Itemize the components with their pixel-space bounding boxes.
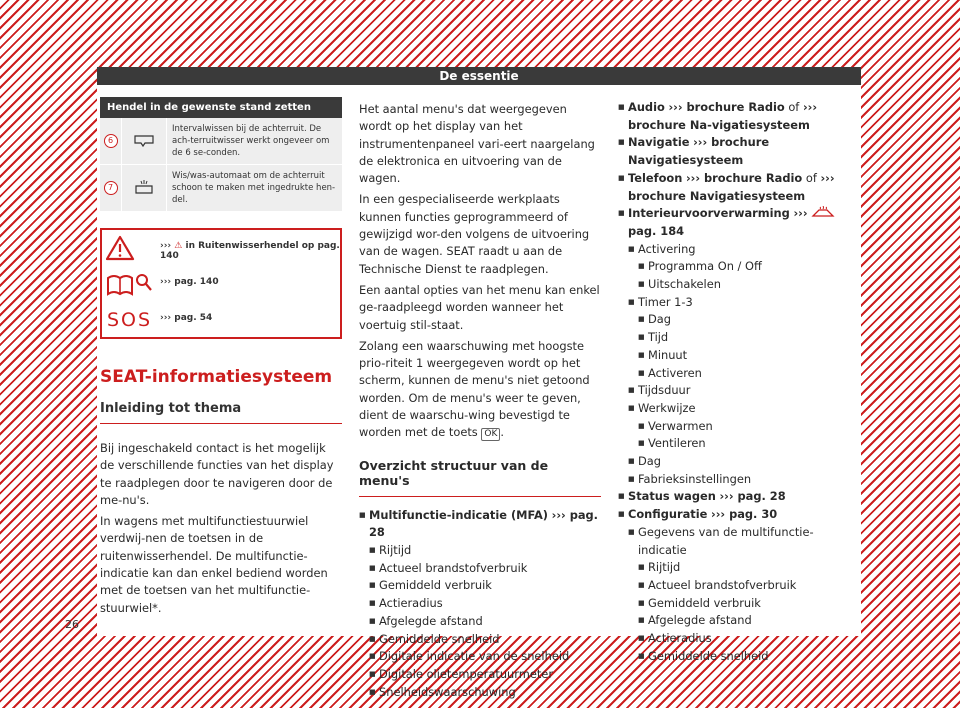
list-item: ■ Ventileren: [638, 435, 858, 453]
list-item: ■ Multifunctie-indicatie (MFA) ››› pag. 28: [359, 507, 601, 542]
list-item: ■ Activering: [628, 241, 858, 259]
rear-wiper-interval-icon: [133, 133, 155, 149]
manual-book-icon: [106, 270, 156, 298]
interior-ref-link[interactable]: pag. 184: [628, 223, 685, 238]
list-item: ■ Gemiddelde snelheid: [369, 631, 601, 649]
left-column: [100, 97, 342, 617]
list-item: ■ Rijtijd: [369, 542, 601, 560]
warning-box: [100, 228, 342, 339]
middle-column: [359, 101, 601, 701]
list-item: ■ Timer 1-3: [628, 294, 858, 312]
paragraph: Zolang een waarschuwing met hoogste prio-riteit 1 weergegeven wordt op het scherm, kunnen de menu's niet getoond worden. Om de menu's weer te geven, dient de waarschu-wing bevestigd te worden met de toets OK .: [359, 338, 590, 440]
status-ref-link[interactable]: ››› pag. 28: [719, 489, 786, 504]
list-item: ■ Afgelegde afstand: [369, 613, 601, 631]
list-item: ■ Dag: [638, 311, 858, 329]
tel-nav-ref-link[interactable]: ››› brochure Navigatiesysteem: [628, 170, 835, 203]
list-item: ■ Afgelegde afstand: [638, 612, 858, 630]
list-item: ■ Dag: [628, 453, 858, 471]
list-item: ■ Actueel brandstofverbruik: [369, 560, 601, 578]
ref-arrows: ›››: [160, 277, 172, 287]
list-item: ■ Tijdsduur: [628, 382, 858, 400]
list-item: ■ Gemiddeld verbruik: [638, 595, 858, 613]
list-item: ■ Audio ››› brochure Radio of ››› brochure Na-vigatiesysteem: [618, 99, 858, 134]
table-cell-text: Intervalwissen bij de achterruit. De ach-terruitwisser werkt ongeveer om de 6 se-conden.: [172, 124, 330, 158]
section-subtitle: Inleiding tot thema: [100, 401, 342, 424]
list-item: ■ Programma On / Off: [638, 258, 858, 276]
config-ref-link[interactable]: ››› pag. 30: [711, 507, 778, 522]
list-item: ■ Interieurvoorverwarming ››› pag. 184: [618, 205, 858, 240]
list-item: ■ Digitale olietemperatuurmeter: [369, 666, 601, 684]
list-item: ■ Uitschakelen: [638, 276, 858, 294]
heater-icon: [811, 206, 835, 218]
list-item: ■ Werkwijze: [628, 400, 858, 418]
audio-ref-link[interactable]: ››› brochure Radio: [668, 100, 785, 114]
list-item: ■ Gemiddelde snelheid: [638, 648, 858, 666]
list-item: ■ Tijd: [638, 329, 858, 347]
list-item: ■ Digitale indicatie van de snelheid: [369, 648, 601, 666]
list-item: ■ Telefoon ››› brochure Radio of ››› brochure Navigatiesysteem: [618, 170, 858, 205]
row-number-6: 6: [104, 134, 118, 148]
paragraph: In een gespecialiseerde werkplaats kunnen functies geprogrammeerd of gewijzigd wor-den volgens de uitvoering van de wagen. SEAT raadt u aan de Technische Dienst te raadplegen.: [359, 192, 590, 276]
list-item: ■ Configuratie ››› pag. 30: [618, 506, 858, 524]
page-header: De essentie: [97, 67, 861, 85]
nav-ref-link[interactable]: ››› brochure Navigatiesysteem: [628, 135, 770, 168]
paragraph: Bij ingeschakeld contact is het mogelijk de verschillende functies van het display te raadplegen door te navigeren door de me-nu's.: [100, 441, 334, 507]
overview-title: Overzicht structuur van de menu's: [359, 458, 601, 497]
list-item: ■ Fabrieksinstellingen: [628, 471, 858, 489]
list-item: ■ Activeren: [638, 365, 858, 383]
warning-triangle-icon: [106, 234, 156, 262]
sos-icon: SOS: [107, 309, 153, 331]
paragraph: Het aantal menu's dat weergegeven wordt op het display van het instrumentenpaneel vari-eert naargelang de elektronica en uitvoering van de wagen.: [359, 102, 595, 186]
list-item: ■ Minuut: [638, 347, 858, 365]
row-number-7: 7: [104, 181, 118, 195]
menu-structure-list-continued: [618, 99, 858, 666]
list-item: ■ Rijtijd: [638, 559, 858, 577]
warning-row: [102, 230, 340, 266]
warning-ref-link[interactable]: in Ruitenwisserhendel op pag. 140: [160, 241, 340, 261]
mfa-ref-link[interactable]: ››› pag. 28: [369, 507, 599, 540]
list-item: ■ Actueel brandstofverbruik: [638, 577, 858, 595]
audio-nav-ref-link[interactable]: ››› brochure Na-vigatiesysteem: [628, 100, 818, 132]
list-item: ■ Status wagen ››› pag. 28: [618, 488, 858, 506]
ref-arrows: ›››: [160, 313, 172, 323]
menu-structure-list: [359, 507, 601, 702]
list-item: ■ Navigatie ››› brochure Navigatiesysteem: [618, 134, 858, 169]
list-item: ■ Verwarmen: [638, 418, 858, 436]
list-item: ■ Gegevens van de multifunctie-indicatie: [628, 524, 858, 559]
table-row: [100, 165, 342, 212]
manual-ref-link[interactable]: pag. 140: [174, 277, 219, 287]
paragraph: Een aantal opties van het menu kan enkel ge-raadpleegd worden wanneer het voertuig stil-staat.: [359, 282, 600, 332]
sos-ref-link[interactable]: pag. 54: [174, 313, 213, 323]
small-warning-icon: ⚠: [174, 241, 183, 251]
table-cell-text: Wis/was-automaat om de achterruit schoon te maken met ingedrukte hen-del.: [172, 171, 336, 205]
list-item: ■ Gemiddeld verbruik: [369, 577, 601, 595]
page: [97, 67, 861, 699]
list-item: ■ Actieradius: [638, 630, 858, 648]
section-title: SEAT-informatiesysteem: [100, 367, 333, 387]
ok-key-icon: OK: [481, 428, 500, 441]
warning-row: [102, 266, 340, 302]
warning-row: [102, 302, 340, 338]
table-row: [100, 118, 342, 165]
page-number: 26: [65, 618, 79, 631]
tel-ref-link[interactable]: ››› brochure Radio: [685, 170, 803, 185]
ref-arrows: ›››: [160, 241, 172, 251]
paragraph: In wagens met multifunctiestuurwiel verdwij-nen de toetsen in de ruitenwisserhendel. De multifunctie-indicatie kan dan enkel bediend worden met de toetsen van het multifunctie-stuurwiel*.: [100, 514, 328, 615]
list-item: ■ Actieradius: [369, 595, 601, 613]
right-column: [618, 99, 858, 666]
rear-wash-wipe-icon: [133, 179, 155, 197]
table-header: Hendel in de gewenste stand zetten: [100, 97, 342, 118]
list-item: ■ Snelheidswaarschuwing: [369, 684, 601, 702]
